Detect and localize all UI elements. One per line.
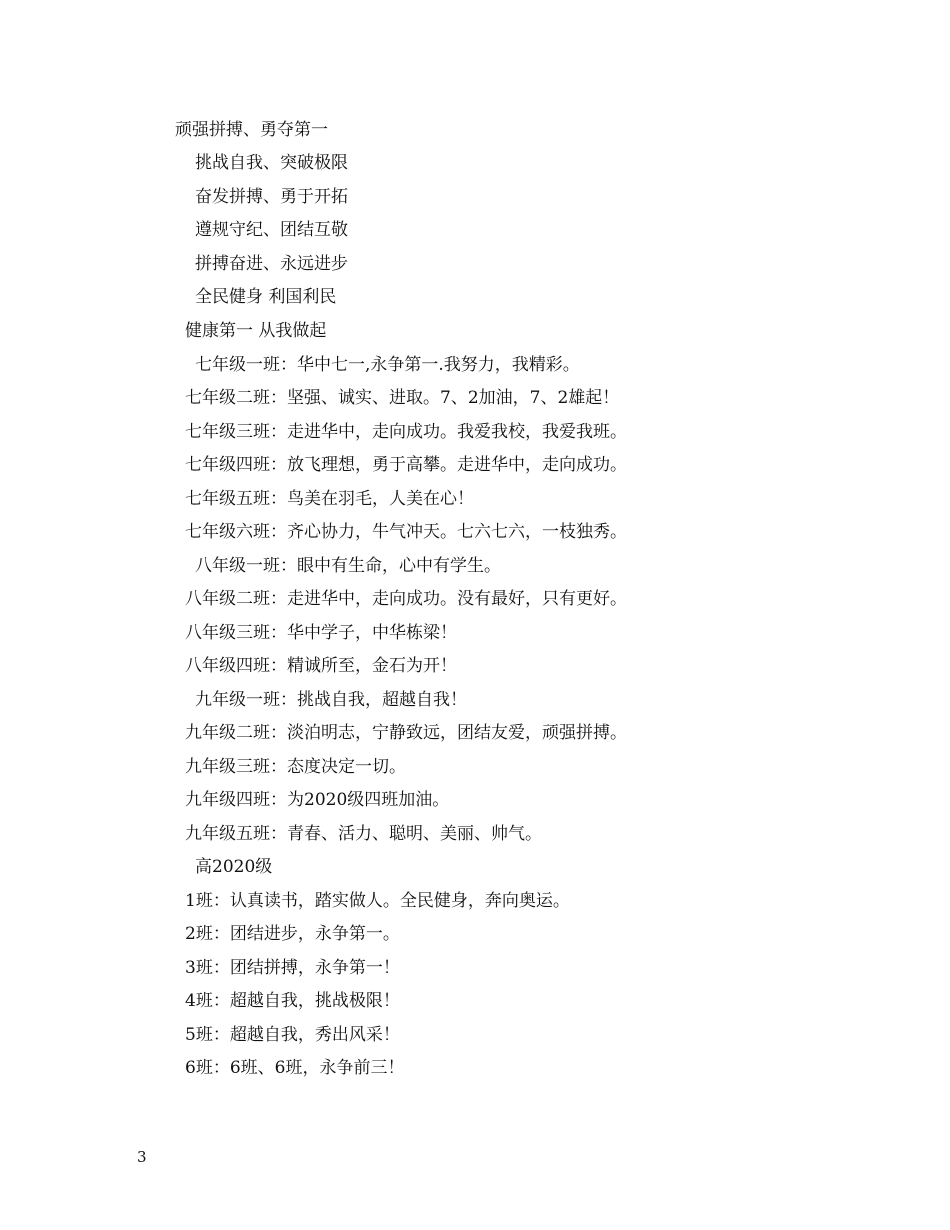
- text-line: 1班：认真读书，踏实做人。全民健身，奔向奥运。: [185, 891, 570, 911]
- text-line: 八年级一班：眼中有生命，心中有学生。: [195, 556, 501, 576]
- text-line: 八年级二班：走进华中，走向成功。没有最好，只有更好。: [185, 589, 627, 609]
- text-line: 拼搏奋进、永远进步: [195, 254, 348, 274]
- text-line: 九年级四班：为2020级四班加油。: [185, 790, 450, 810]
- text-line: 八年级四班：精诚所至，金石为开！: [185, 656, 457, 676]
- page-number: 3: [137, 1148, 147, 1166]
- text-line: 健康第一 从我做起: [185, 321, 327, 341]
- text-line: 5班：超越自我，秀出风采！: [185, 1025, 400, 1045]
- text-line: 九年级三班：态度决定一切。: [185, 757, 406, 777]
- text-line: 全民健身 利国利民: [195, 287, 337, 307]
- text-line: 七年级三班：走进华中，走向成功。我爱我校，我爱我班。: [185, 422, 627, 442]
- text-line: 顽强拼搏、勇夺第一: [175, 120, 328, 140]
- text-line: 七年级五班：鸟美在羽毛，人美在心！: [185, 489, 474, 509]
- text-line: 九年级一班：挑战自我，超越自我！: [195, 690, 467, 710]
- text-line: 七年级六班：齐心协力，牛气冲天。七六七六，一枝独秀。: [185, 522, 627, 542]
- text-line: 九年级二班：淡泊明志，宁静致远，团结友爱，顽强拼搏。: [185, 723, 627, 743]
- text-line: 奋发拼搏、勇于开拓: [195, 187, 348, 207]
- text-line: 八年级三班：华中学子，中华栋梁！: [185, 623, 457, 643]
- text-line: 七年级四班：放飞理想，勇于高攀。走进华中，走向成功。: [185, 455, 627, 475]
- text-line: 4班：超越自我，挑战极限！: [185, 991, 400, 1011]
- text-line: 6班：6班、6班，永争前三！: [185, 1058, 405, 1078]
- text-line: 高2020级: [195, 857, 273, 877]
- text-line: 九年级五班：青春、活力、聪明、美丽、帅气。: [185, 824, 542, 844]
- text-line: 2班：团结进步，永争第一。: [185, 924, 400, 944]
- text-line: 七年级一班：华中七一,永争第一.我努力，我精彩。: [195, 355, 580, 375]
- text-line: 遵规守纪、团结互敬: [195, 220, 348, 240]
- text-line: 挑战自我、突破极限: [195, 153, 348, 173]
- text-line: 七年级二班：坚强、诚实、进取。7、2加油，7、2雄起！: [185, 388, 620, 408]
- text-line: 3班：团结拼搏，永争第一！: [185, 958, 400, 978]
